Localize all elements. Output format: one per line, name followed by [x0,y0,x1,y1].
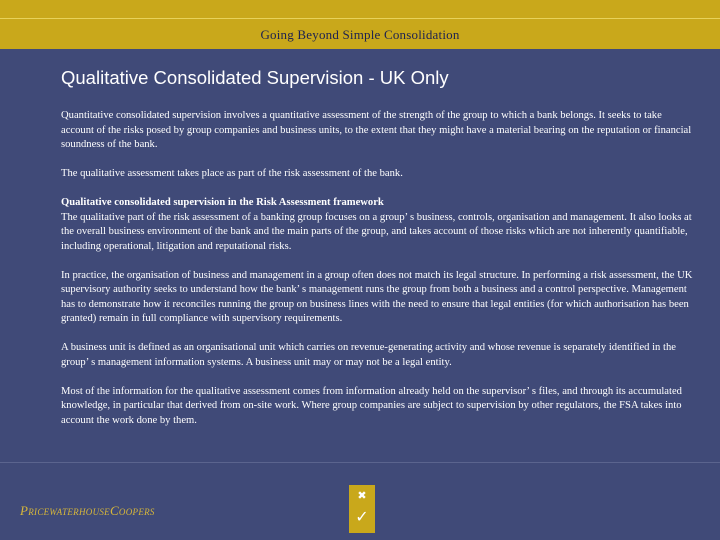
paragraph-quantitative: Quantitative consolidated supervision involves a quantitative assessment of the strength of the group to which a bank belongs. It seeks to take account of the risks posed by group companies and business units, to the extent that they might have a material bearing on the reputation or financial soundness of the bank. [61,110,692,150]
footer-divider [0,462,720,463]
header-band [0,0,720,48]
paragraph-risk-framework: The qualitative part of the risk assessment of a banking group focuses on a group’ s business, controls, organisation and management. It also looks at the overall business environment of the bank and the main parts of the group, and takes account of those risks which are not inherently quantifiable, including operational, litigation and reputational risks. [61,211,692,252]
slide-title: Qualitative Consolidated Supervision - UK Only [61,67,449,88]
company-logo: PricewaterhouseCoopers [20,503,155,518]
paragraph-qualitative-assessment: The qualitative assessment takes place as part of the risk assessment of the bank. [61,168,403,179]
paragraph-heading-risk-framework: Qualitative consolidated supervision in the Risk Assessment framework [61,197,384,208]
paragraph-business-unit: A business unit is defined as an organisational unit which carries on revenue-generating activity and whose revenue is separately identified in the group’ s management information systems. A business unit may or may not be a legal entity. [61,342,676,368]
header-title-box [0,18,720,49]
paragraph-information: Most of the information for the qualitative assessment comes from information already held on the supervisor’ s files, and through its accumulated knowledge, in particular that derived from on-site work. Where group companies are subject to supervision by other regulators, the FSA takes into account the work done by them. [61,385,682,426]
check-icon[interactable]: ✓ [355,507,369,526]
slide-body [61,109,696,443]
paragraph-practice: In practice, the organisation of business and management in a group often does not match its legal structure. In performing a risk assessment, the UK supervisory authority seeks to understand how the bank’ s management runs the group from both a business and a control perspective. Management has to demonstrate how it reconciles running the group on business lines with the need to ensure that legal entities (for which authorisation has been granted) remain in full compliance with supervisory requirements. [61,269,693,324]
close-icon[interactable]: ✖ [357,489,367,502]
nav-box [349,485,375,533]
header-title: Going Beyond Simple Consolidation [260,27,460,42]
